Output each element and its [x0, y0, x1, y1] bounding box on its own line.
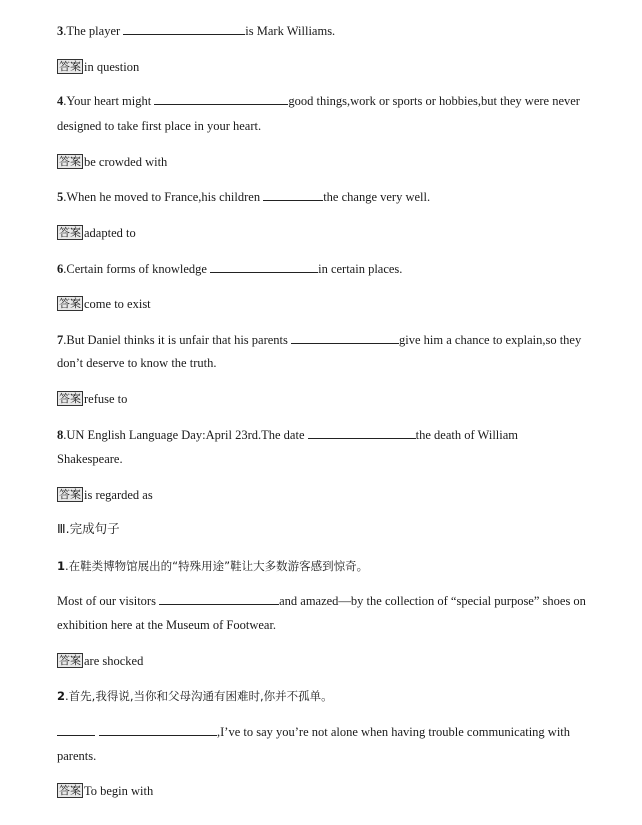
answer-tag: 答案 [59, 784, 81, 797]
answer-tag: 答案 [59, 60, 81, 73]
question-text-line-2: Shakespeare. [57, 452, 123, 466]
sentence-1 [57, 593, 586, 609]
answer-blank[interactable] [263, 189, 323, 201]
answer-text: refuse to [84, 392, 128, 406]
question-number: 6 [57, 262, 64, 276]
question-number: 3 [57, 24, 64, 38]
answer-tag: 答案 [59, 488, 81, 501]
question-text: .Your heart might [63, 94, 155, 108]
question-number: 4 [57, 94, 64, 108]
answer-tag: 答案 [59, 297, 81, 310]
answer-tag: 答案 [59, 392, 81, 405]
question-3 [57, 23, 335, 39]
sentence-2-line-2 [57, 748, 96, 764]
question-5 [57, 189, 430, 205]
question-4-line-2 [57, 118, 261, 134]
question-8 [57, 427, 518, 443]
answer-text: adapted to [84, 226, 136, 240]
answer-text: be crowded with [84, 155, 168, 169]
answer-blank[interactable] [123, 23, 245, 35]
question-7 [57, 332, 581, 348]
answer-blank[interactable] [210, 261, 318, 273]
sentence-1-prompt [57, 558, 368, 574]
answer-row-7 [57, 391, 127, 407]
question-7-line-2 [57, 355, 216, 371]
sentence-text-line-2: parents. [57, 749, 97, 763]
answer-row-3 [57, 59, 139, 75]
question-6 [57, 261, 402, 277]
question-text-line-2: designed to take first place in your heart. [57, 119, 262, 133]
sentence-2 [57, 724, 570, 740]
question-text-continued: give him a chance to explain,so they [399, 333, 582, 347]
sentence-number: 1 [57, 559, 66, 573]
answer-row-s2 [57, 783, 153, 799]
question-number: 5 [57, 190, 64, 204]
answer-blank[interactable] [291, 332, 399, 344]
question-text: .UN English Language Day:April 23rd.The date [63, 428, 308, 442]
answer-tag: 答案 [59, 226, 81, 239]
chinese-prompt: .首先,我得说,当你和父母沟通有困难时,你并不孤单。 [65, 689, 333, 703]
answer-text: is regarded as [84, 488, 153, 502]
answer-blank-first[interactable] [57, 724, 95, 736]
sentence-text: Most of our visitors [57, 594, 160, 608]
question-8-line-2 [57, 451, 123, 467]
answer-tag: 答案 [59, 155, 81, 168]
answer-row-4 [57, 154, 167, 170]
sentence-text-continued: and amazed—by the collection of “special purpose” shoes on [279, 594, 586, 608]
answer-text: come to exist [84, 297, 151, 311]
answer-blank[interactable] [159, 593, 279, 605]
question-text-continued: is Mark Williams. [245, 24, 336, 38]
question-number: 7 [57, 333, 64, 347]
question-text-line-2: don’t deserve to know the truth. [57, 356, 217, 370]
answer-text: To begin with [84, 784, 154, 798]
question-text: .When he moved to France,his children [63, 190, 264, 204]
question-4 [57, 93, 580, 109]
question-text: .Certain forms of knowledge [63, 262, 211, 276]
answer-row-6 [57, 296, 151, 312]
sentence-text-continued: ,I’ve to say you’re not alone when having trouble communicating with [217, 725, 571, 739]
sentence-1-line-2 [57, 617, 276, 633]
sentence-2-prompt [57, 688, 333, 704]
answer-text: in question [84, 60, 140, 74]
section-title: Ⅲ.完成句子 [57, 521, 120, 536]
answer-row-s1 [57, 653, 143, 669]
question-text-continued: the death of William [415, 428, 519, 442]
sentence-text-line-2: exhibition here at the Museum of Footwear. [57, 618, 277, 632]
question-text: .But Daniel thinks it is unfair that his parents [63, 333, 291, 347]
answer-blank[interactable] [154, 93, 288, 105]
sentence-number: 2 [57, 689, 66, 703]
question-number: 8 [57, 428, 64, 442]
answer-text: are shocked [84, 654, 144, 668]
question-text-continued: good things,work or sports or hobbies,but they were never [288, 94, 580, 108]
question-text: .The player [63, 24, 124, 38]
answer-blank[interactable] [308, 427, 416, 439]
answer-row-8 [57, 487, 153, 503]
chinese-prompt: .在鞋类博物馆展出的“特殊用途”鞋让大多数游客感到惊奇。 [65, 559, 369, 573]
question-text-continued: the change very well. [323, 190, 431, 204]
question-text-continued: in certain places. [318, 262, 403, 276]
answer-blank-second[interactable] [99, 724, 217, 736]
answer-tag: 答案 [59, 654, 81, 667]
answer-row-5 [57, 225, 136, 241]
